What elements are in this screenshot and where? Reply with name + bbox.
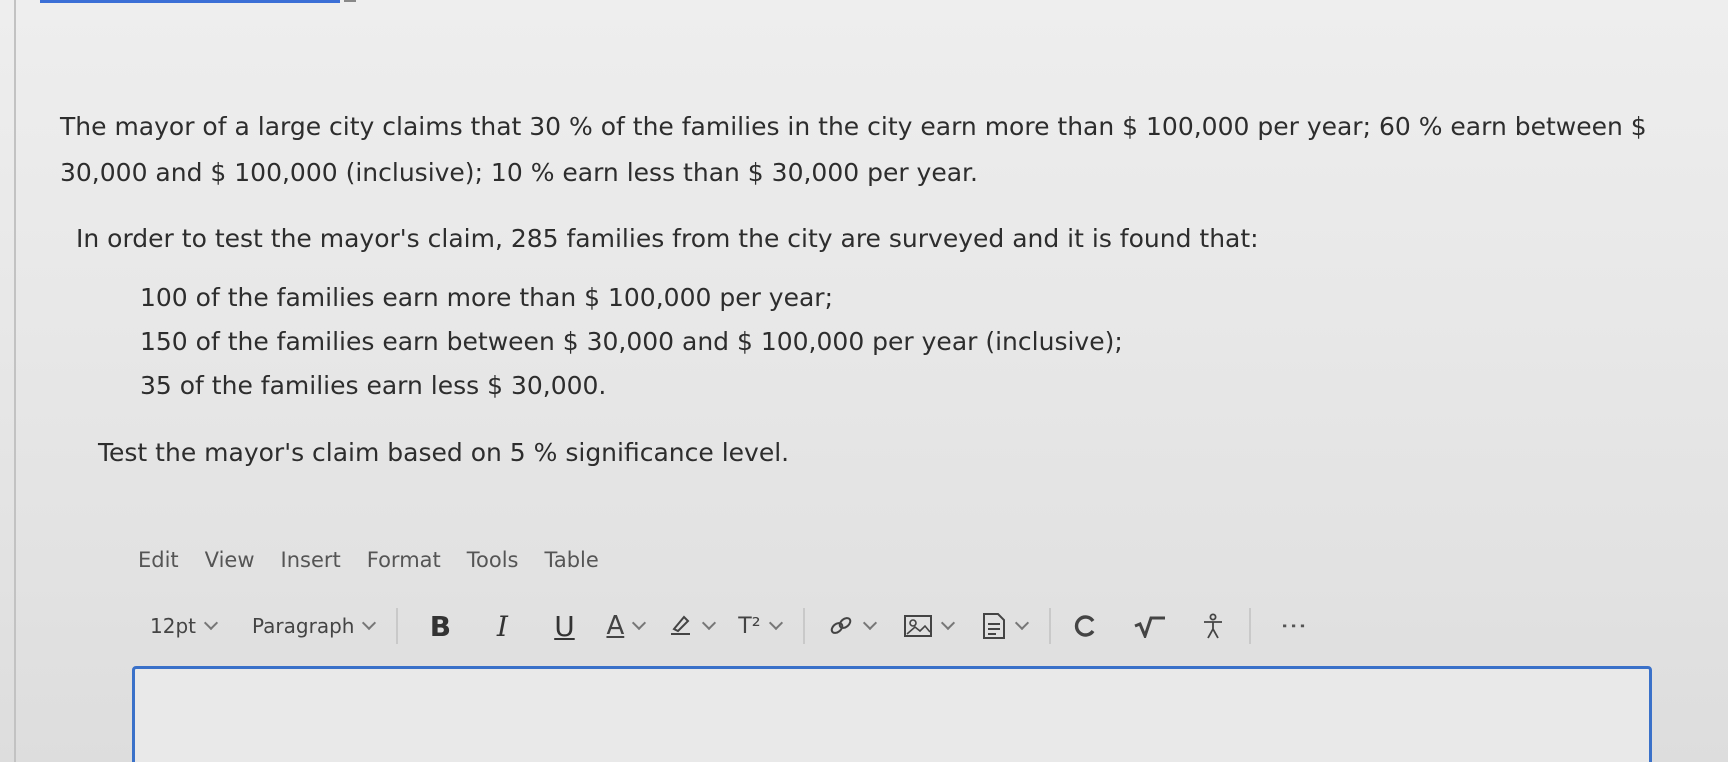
question-intro-line-1: The mayor of a large city claims that 30 % of the families in the city earn more than $ 100,000 per year; 60 % earn between $ (60, 112, 1647, 141)
accessibility-button[interactable] (1199, 612, 1227, 640)
finding-item: 100 of the families earn more than $ 100,000 per year; (140, 283, 833, 312)
question-task: Test the mayor's claim based on 5 % significance level. (98, 438, 790, 467)
document-icon (981, 612, 1007, 640)
highlight-color-button[interactable] (668, 611, 714, 642)
highlighter-icon (668, 611, 694, 642)
menu-format[interactable]: Format (366, 548, 441, 572)
content-left-border (14, 0, 16, 762)
link-icon (827, 613, 855, 639)
finding-item: 35 of the families earn less $ 30,000. (140, 371, 607, 400)
findings-list (140, 276, 1123, 408)
accessibility-icon (1199, 612, 1227, 640)
chevron-down-icon (702, 616, 716, 630)
media-icon (1073, 614, 1097, 638)
chevron-down-icon (768, 616, 782, 630)
image-button[interactable] (903, 614, 953, 638)
chevron-down-icon (204, 616, 218, 630)
document-button[interactable] (981, 612, 1027, 640)
media-button[interactable] (1073, 614, 1097, 638)
top-dash (344, 0, 356, 2)
answer-editor-area[interactable] (132, 666, 1652, 762)
superscript-icon: T² (738, 613, 761, 639)
chevron-down-icon (862, 616, 876, 630)
block-format-value: Paragraph (252, 614, 355, 638)
text-color-button[interactable] (606, 611, 644, 641)
text-color-icon: A (606, 611, 625, 641)
toolbar-divider (1049, 608, 1051, 644)
menu-view[interactable]: View (204, 548, 255, 572)
chevron-down-icon (940, 616, 954, 630)
underline-button[interactable]: U (554, 609, 575, 643)
editor-menubar (138, 548, 599, 572)
menu-insert[interactable]: Insert (280, 548, 341, 572)
bold-button[interactable]: B (429, 609, 452, 643)
toolbar-divider (396, 608, 398, 644)
italic-button[interactable]: I (496, 609, 508, 643)
toolbar-divider (1249, 608, 1251, 644)
editor-toolbar (150, 606, 1309, 646)
question-intro (60, 104, 1680, 196)
chevron-down-icon (632, 616, 646, 630)
equation-icon (1133, 614, 1167, 638)
finding-item: 150 of the families earn between $ 30,000 and $ 100,000 per year (inclusive); (140, 327, 1123, 356)
toolbar-divider (803, 608, 805, 644)
question-intro-line-2: 30,000 and $ 100,000 (inclusive); 10 % earn less than $ 30,000 per year. (60, 158, 978, 187)
superscript-button[interactable] (738, 614, 780, 639)
equation-button[interactable] (1133, 614, 1167, 638)
more-icon[interactable]: ⋮ (1278, 612, 1309, 640)
question-text (60, 104, 1680, 467)
image-icon (903, 614, 933, 638)
top-link-underline[interactable] (40, 0, 340, 3)
font-size-value: 12pt (150, 614, 196, 638)
menu-tools[interactable]: Tools (466, 548, 519, 572)
menu-table[interactable]: Table (544, 548, 599, 572)
block-format-dropdown[interactable] (252, 614, 374, 638)
link-button[interactable] (827, 613, 875, 639)
chevron-down-icon (362, 616, 376, 630)
question-lead: In order to test the mayor's claim, 285 families from the city are surveyed and it is found that: (76, 224, 1259, 253)
chevron-down-icon (1014, 616, 1028, 630)
menu-edit[interactable]: Edit (138, 548, 179, 572)
font-size-dropdown[interactable] (150, 614, 216, 638)
